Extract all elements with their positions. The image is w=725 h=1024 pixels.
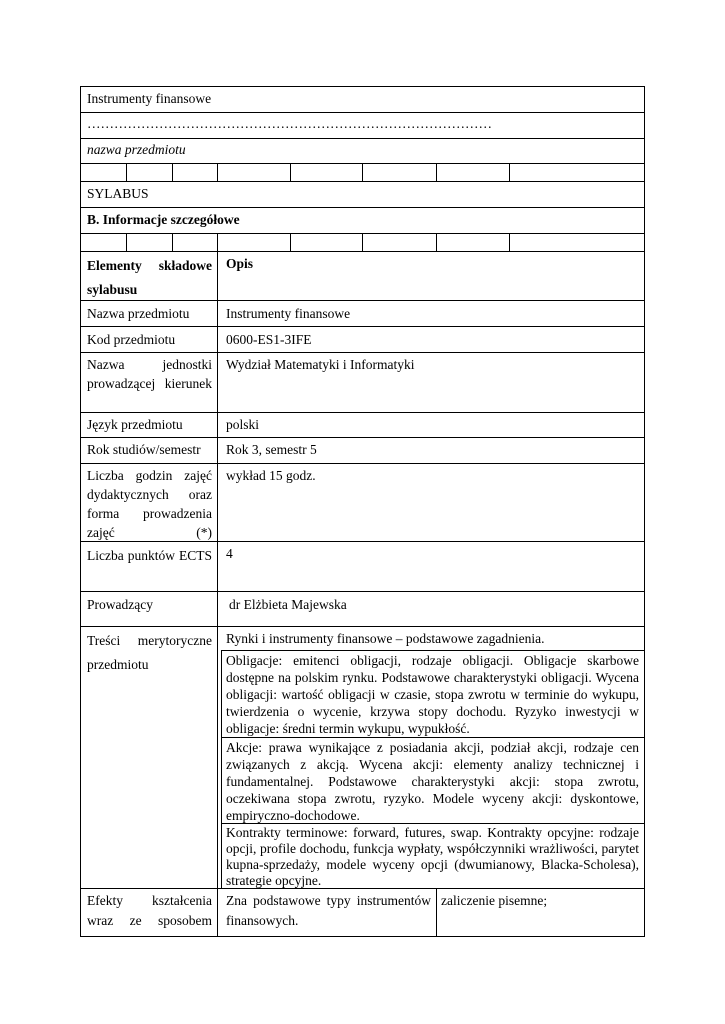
syllabus-label: SYLABUS bbox=[87, 186, 149, 201]
table-border bbox=[217, 251, 218, 937]
row-label-year-semester: Rok studiów/semestr bbox=[87, 442, 201, 457]
content-item-bonds: Obligacje: emitenci obligacji, rodzaje obligacji. Obligacje skarbowe dostępne na polskim rynku. Podstawowe charakterystyki obligacji. Wycena obligacji: wartość obligacji w czasie, stopa zwrotu w terminie do wykupu, twierdzenia o wycenie, krzywa stopy dochodu. Ryzyko inwestycji w obligacje: średni termin wykupu, wypukłość. bbox=[226, 653, 639, 736]
table-border bbox=[80, 112, 645, 113]
table-border bbox=[436, 163, 437, 181]
table-border bbox=[221, 650, 645, 651]
table-border bbox=[80, 326, 645, 327]
table-border bbox=[221, 650, 222, 888]
row-label-hours: Liczba godzin zajęć dydaktycznych oraz forma prowadzenia zajęć (*) bbox=[87, 468, 212, 540]
table-border bbox=[80, 437, 645, 438]
table-border bbox=[126, 163, 127, 181]
table-border bbox=[80, 86, 645, 87]
table-border bbox=[80, 181, 645, 182]
row-value-course-code: 0600-ES1-3IFE bbox=[226, 332, 312, 347]
row-value-ects: 4 bbox=[226, 546, 233, 561]
table-border bbox=[80, 138, 645, 139]
table-border bbox=[172, 163, 173, 181]
effects-value: Zna podstawowe typy instrumentów finansowych. bbox=[226, 893, 431, 928]
table-border bbox=[221, 737, 645, 738]
table-border bbox=[362, 163, 363, 181]
table-border bbox=[217, 163, 218, 181]
course-title: Instrumenty finansowe bbox=[87, 91, 212, 106]
table-border bbox=[80, 412, 645, 413]
table-border bbox=[126, 233, 127, 251]
table-border bbox=[80, 352, 645, 353]
table-border bbox=[80, 463, 645, 464]
row-value-language: polski bbox=[226, 417, 260, 432]
row-label-unit: Nazwa jednostki prowadzącej kierunek bbox=[87, 357, 212, 391]
row-label-lecturer: Prowadzący bbox=[87, 597, 153, 612]
row-value-hours: wykład 15 godz. bbox=[226, 468, 316, 483]
table-border bbox=[436, 888, 437, 936]
table-border bbox=[290, 233, 291, 251]
col-header-description: Opis bbox=[226, 256, 254, 271]
row-value-course-name: Instrumenty finansowe bbox=[226, 306, 351, 321]
table-border bbox=[644, 86, 645, 937]
section-title: B. Informacje szczegółowe bbox=[87, 212, 240, 227]
content-item-derivatives: Kontrakty terminowe: forward, futures, swap. Kontrakty opcyjne: rodzaje opcji, profile dochodu, funkcja wypłaty, współczynniki wrażliwości, parytet kupna-sprzedaży, modele wyceny opcji (dwumianowy, Blacka-Scholesa), strategie opcyjne. bbox=[226, 825, 639, 888]
table-border bbox=[509, 233, 510, 251]
row-label-course-code: Kod przedmiotu bbox=[87, 332, 176, 347]
dotted-line: ……………………………………………………………………………… bbox=[87, 116, 492, 131]
course-name-label: nazwa przedmiotu bbox=[87, 142, 186, 157]
table-border bbox=[290, 163, 291, 181]
row-label-ects: Liczba punktów ECTS bbox=[87, 548, 212, 563]
table-border bbox=[362, 233, 363, 251]
table-border bbox=[80, 86, 81, 937]
row-label-course-name: Nazwa przedmiotu bbox=[87, 306, 190, 321]
row-value-unit: Wydział Matematyki i Informatyki bbox=[226, 357, 415, 372]
table-border bbox=[436, 233, 437, 251]
effects-label: Efekty kształcenia wraz ze sposobem bbox=[87, 893, 212, 928]
table-border bbox=[80, 251, 645, 252]
table-border bbox=[172, 233, 173, 251]
col-header-elements: Elementy składowe sylabusu bbox=[87, 258, 212, 297]
table-border bbox=[217, 233, 218, 251]
content-item-intro: Rynki i instrumenty finansowe – podstawowe zagadnienia. bbox=[226, 631, 545, 646]
content-label: Treści merytoryczne przedmiotu bbox=[87, 633, 212, 672]
row-value-year-semester: Rok 3, semestr 5 bbox=[226, 442, 317, 457]
table-border bbox=[80, 936, 645, 937]
table-border bbox=[80, 591, 645, 592]
content-item-shares: Akcje: prawa wynikające z posiadania akcji, podział akcji, rodzaje cen związanych z akcją. Wycena akcji: elementy analizy technicznej i fundamentalnej. Podstawowe charakterystyki akcji: stopa zwrotu, oczekiwana stopa zwrotu, ryzyko. Modele wyceny akcji: dyskontowe, empiryczno-dochodowe. bbox=[226, 740, 639, 823]
table-border bbox=[509, 163, 510, 181]
row-value-lecturer: dr Elżbieta Majewska bbox=[229, 597, 347, 612]
row-label-language: Język przedmiotu bbox=[87, 417, 183, 432]
table-border bbox=[80, 207, 645, 208]
effects-verification: zaliczenie pisemne; bbox=[441, 893, 548, 908]
table-border bbox=[80, 626, 645, 627]
